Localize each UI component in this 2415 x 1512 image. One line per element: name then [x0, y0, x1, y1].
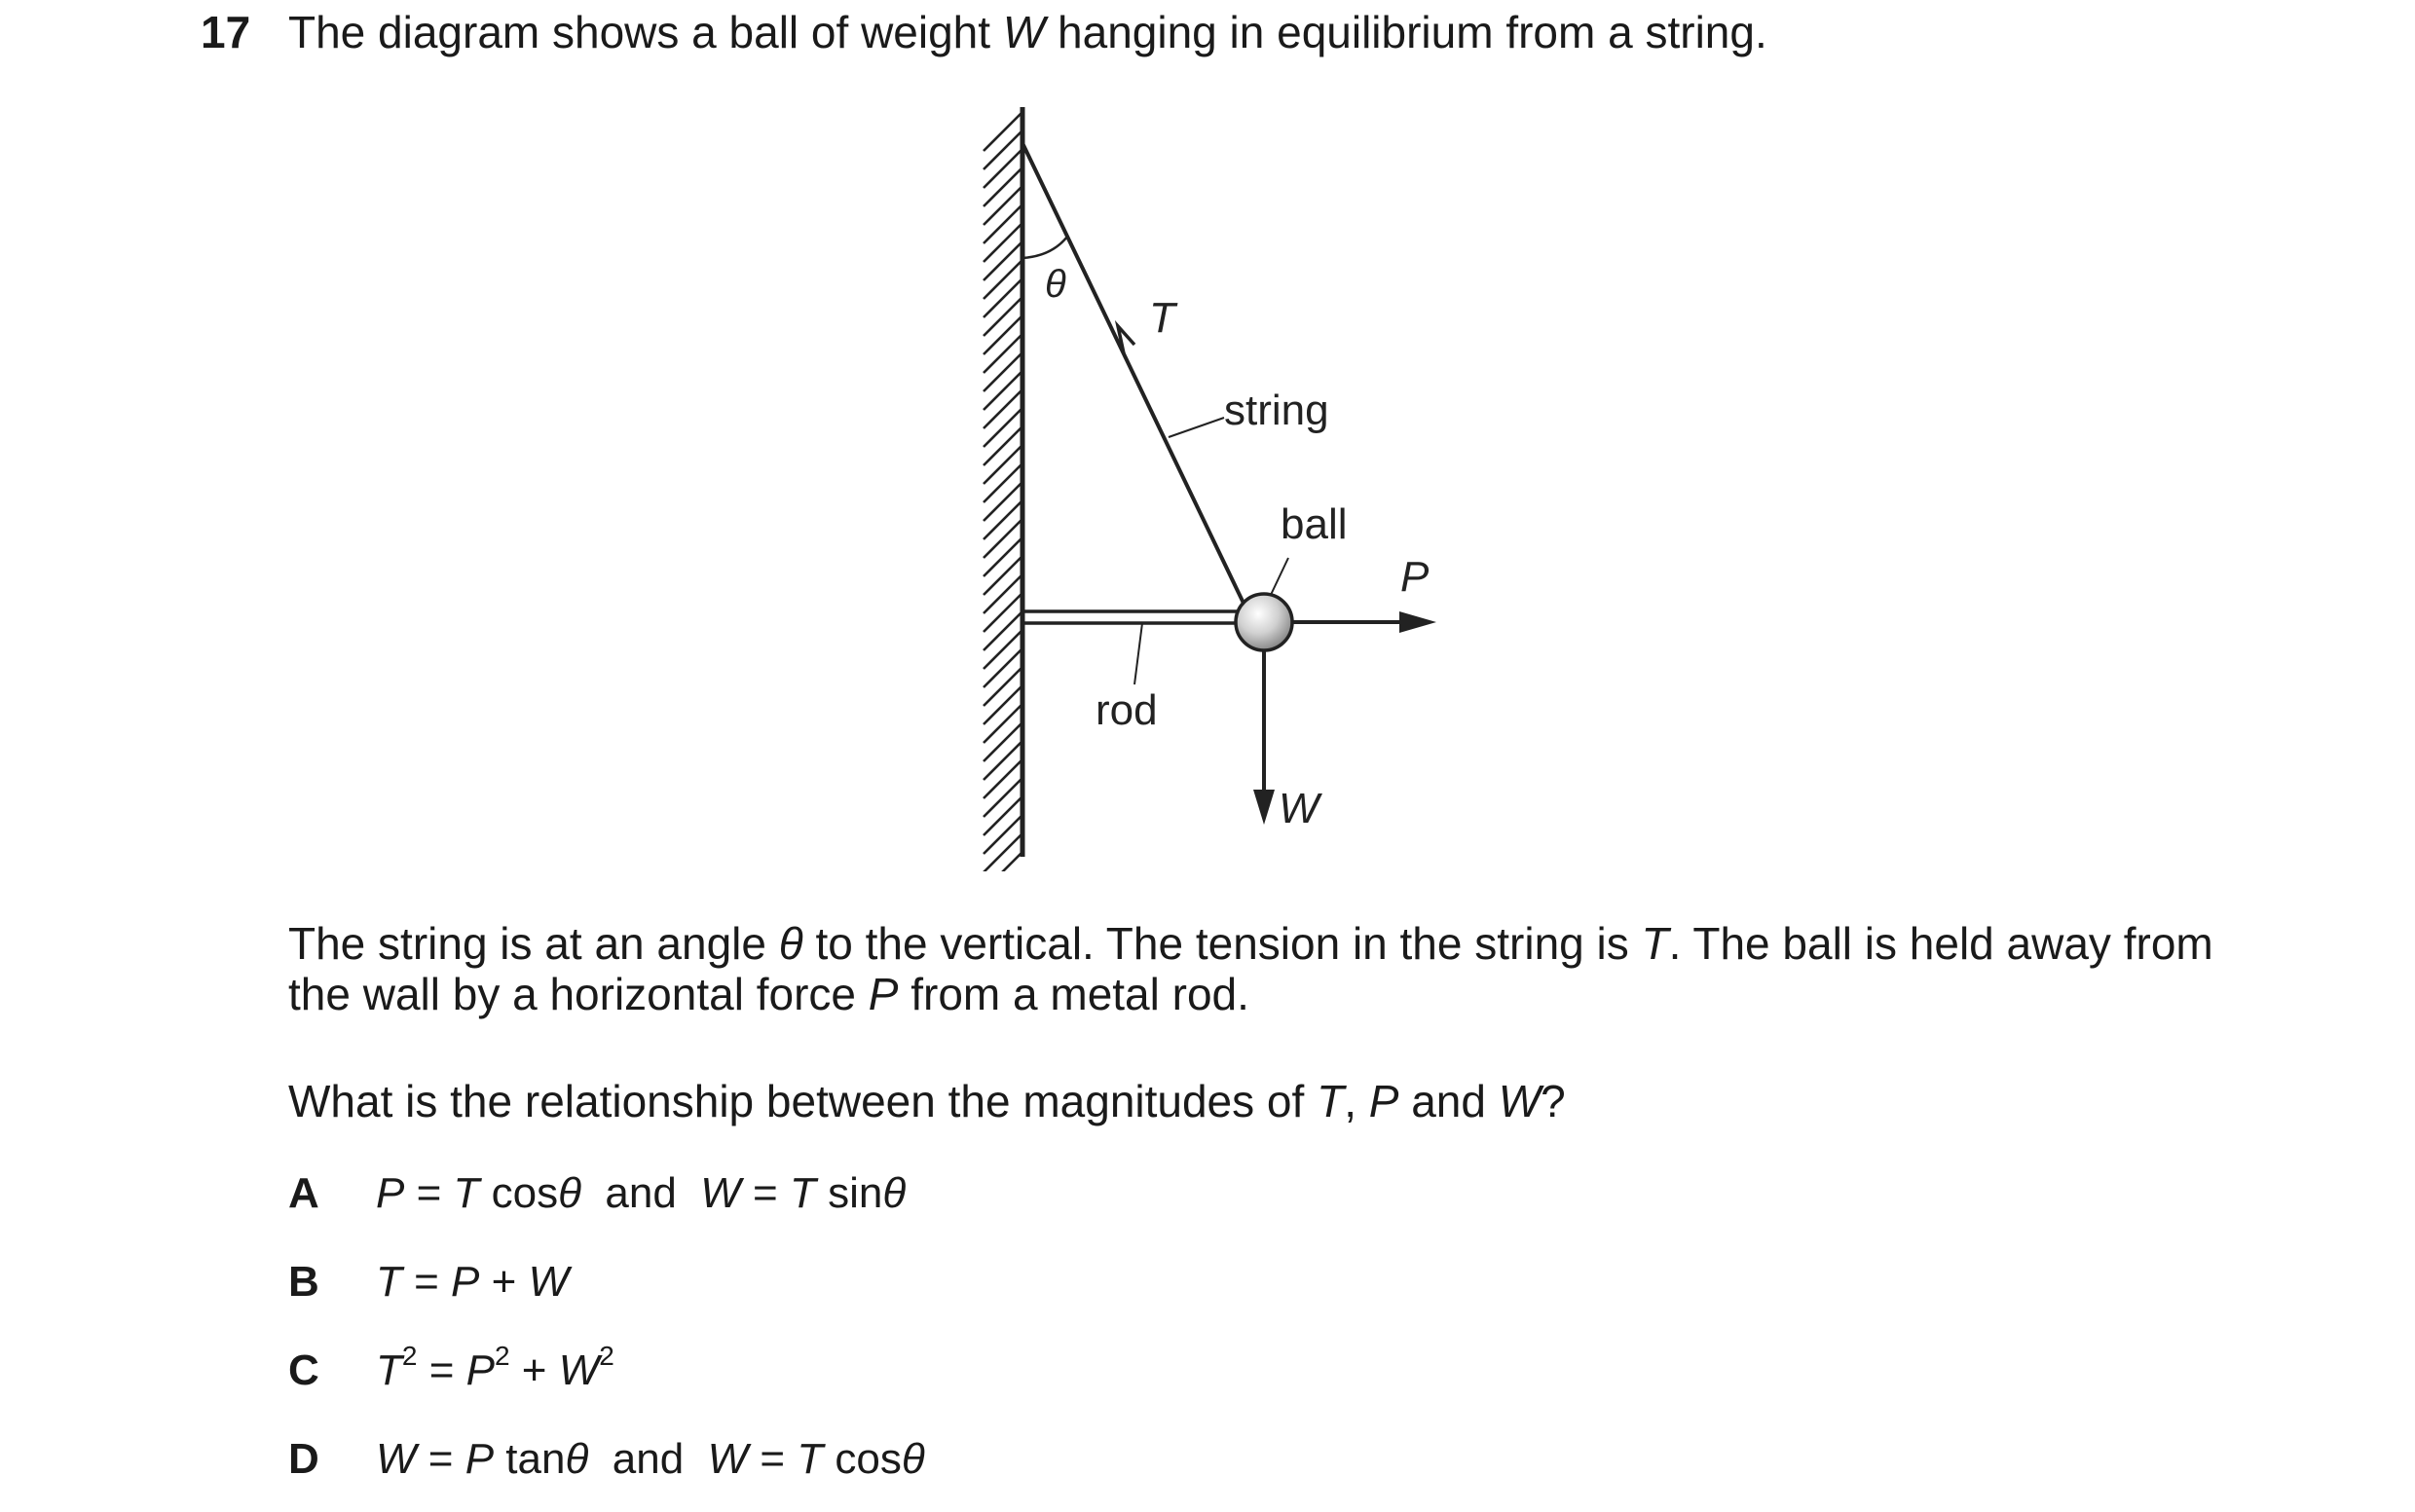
tension-label: T	[1149, 294, 1175, 342]
hatch-line	[984, 186, 1022, 225]
option-a-expression	[376, 1169, 906, 1218]
opt-var: T	[453, 1169, 480, 1217]
force-p-arrowhead	[1399, 611, 1436, 633]
opt-var: θ	[565, 1435, 589, 1483]
string-label: string	[1224, 387, 1329, 434]
hatch-line	[984, 167, 1022, 206]
opt-text: +	[509, 1346, 559, 1394]
opt-text: =	[416, 1435, 465, 1483]
hatch-line	[984, 204, 1022, 243]
opt-var: θ	[558, 1169, 581, 1217]
hatch-line	[984, 463, 1022, 502]
q-text: What is the relationship between the magnitudes of	[288, 1076, 1318, 1126]
angle-arc	[1022, 237, 1067, 258]
opt-var: T	[789, 1169, 816, 1217]
opt-exponent: 2	[494, 1341, 510, 1371]
opt-var: W	[700, 1169, 741, 1217]
opt-text: +	[479, 1258, 529, 1306]
rod-label: rod	[1096, 686, 1158, 734]
opt-var: W	[707, 1435, 749, 1483]
opt-var: T	[376, 1258, 402, 1306]
option-d-expression	[376, 1435, 925, 1484]
opt-text: tan	[494, 1435, 566, 1483]
hatch-line	[984, 537, 1022, 576]
q-var-w: W	[1498, 1076, 1542, 1126]
q-var-t: T	[1317, 1076, 1345, 1126]
hatch-line	[984, 593, 1022, 632]
hatch-line	[984, 667, 1022, 706]
weight-arrowhead	[1253, 790, 1275, 825]
q-text: and	[1398, 1076, 1499, 1126]
hatch-line	[984, 815, 1022, 854]
desc-force-var: P	[868, 969, 899, 1019]
question-number: 17	[201, 7, 251, 57]
opt-var: P	[376, 1169, 405, 1217]
description-line-2	[288, 968, 1249, 1020]
hatch-line	[984, 334, 1022, 373]
option-b-expression	[376, 1258, 569, 1307]
hatch-line	[984, 796, 1022, 835]
ball	[1236, 594, 1292, 650]
opt-text: sin	[815, 1169, 883, 1217]
force-p-label: P	[1400, 553, 1430, 601]
description-line-1	[288, 917, 2213, 970]
question-stem	[288, 6, 1767, 58]
opt-var: θ	[901, 1435, 925, 1483]
ball-label: ball	[1281, 500, 1348, 548]
hatch-line	[984, 722, 1022, 761]
weight-label: W	[1279, 785, 1319, 832]
opt-exponent: 2	[599, 1341, 614, 1371]
hatch-line	[984, 315, 1022, 354]
hatch-line	[984, 149, 1022, 188]
desc-text: to the vertical. The tension in the string is	[802, 918, 1642, 969]
hatch-line	[984, 500, 1022, 539]
opt-var: θ	[882, 1169, 907, 1217]
opt-text: and	[580, 1169, 701, 1217]
option-d-letter: D	[288, 1435, 319, 1483]
hatch-line	[984, 574, 1022, 613]
opt-var: W	[528, 1258, 570, 1306]
hatch-line	[984, 223, 1022, 262]
hatch-line	[984, 778, 1022, 817]
string-leader	[1169, 418, 1224, 437]
hatch-line	[984, 685, 1022, 724]
hatch-line	[984, 278, 1022, 317]
opt-var: W	[376, 1435, 417, 1483]
hatch-line	[984, 260, 1022, 299]
opt-var: P	[465, 1346, 495, 1394]
opt-var: P	[464, 1435, 495, 1483]
hatch-line	[984, 371, 1022, 410]
opt-var: T	[376, 1346, 402, 1394]
opt-exponent: 2	[401, 1341, 418, 1371]
opt-text: =	[404, 1169, 454, 1217]
hatch-line	[984, 112, 1022, 151]
hatch-line	[984, 630, 1022, 669]
opt-var: P	[451, 1258, 480, 1306]
q-text: ,	[1344, 1076, 1369, 1126]
hatch-line	[984, 130, 1022, 169]
angle-theta-label: θ	[1045, 263, 1066, 306]
string-line	[1022, 143, 1249, 615]
hatch-line	[984, 759, 1022, 798]
stem-text-after: hanging in equilibrium from a string.	[1045, 7, 1767, 57]
hatch-line	[984, 445, 1022, 484]
opt-text: =	[740, 1169, 790, 1217]
hatch-line	[984, 389, 1022, 428]
question-prompt	[288, 1075, 1566, 1127]
option-c-expression	[376, 1341, 614, 1395]
opt-text: =	[748, 1435, 798, 1483]
hatch-line	[984, 556, 1022, 595]
option-a-letter: A	[288, 1169, 319, 1217]
desc-tension-var: T	[1641, 918, 1669, 969]
equilibrium-diagram	[954, 92, 1480, 871]
desc-text: from a metal rod.	[898, 969, 1249, 1019]
option-b-letter: B	[288, 1258, 319, 1306]
hatch-line	[984, 408, 1022, 447]
hatch-line	[984, 852, 1022, 871]
hatch-line	[984, 426, 1022, 465]
hatch-line	[984, 704, 1022, 743]
desc-text: . The ball is held away from	[1668, 918, 2213, 969]
hatch-line	[984, 482, 1022, 521]
hatch-line	[984, 648, 1022, 687]
hatch-line	[984, 519, 1022, 558]
rod-leader	[1134, 623, 1142, 684]
desc-text: the wall by a horizontal force	[288, 969, 869, 1019]
hatch-line	[984, 611, 1022, 650]
stem-weight-var: W	[1002, 7, 1046, 57]
q-var-p: P	[1368, 1076, 1399, 1126]
stem-text-before: The diagram shows a ball of weight	[288, 7, 1003, 57]
hatch-line	[984, 833, 1022, 871]
wall-hatching	[984, 112, 1022, 871]
hatch-line	[984, 297, 1022, 336]
hatch-line	[984, 352, 1022, 391]
hatch-line	[984, 241, 1022, 280]
opt-text: cos	[823, 1435, 902, 1483]
hatch-line	[984, 741, 1022, 780]
desc-text: The string is at an angle	[288, 918, 779, 969]
opt-var: W	[558, 1346, 600, 1394]
opt-text: cos	[479, 1169, 559, 1217]
opt-text: =	[417, 1346, 466, 1394]
opt-text: and	[588, 1435, 708, 1483]
option-c-letter: C	[288, 1346, 319, 1394]
opt-text: =	[401, 1258, 452, 1306]
desc-theta: θ	[778, 918, 803, 969]
q-text: ?	[1541, 1076, 1566, 1126]
opt-var: T	[797, 1435, 824, 1483]
